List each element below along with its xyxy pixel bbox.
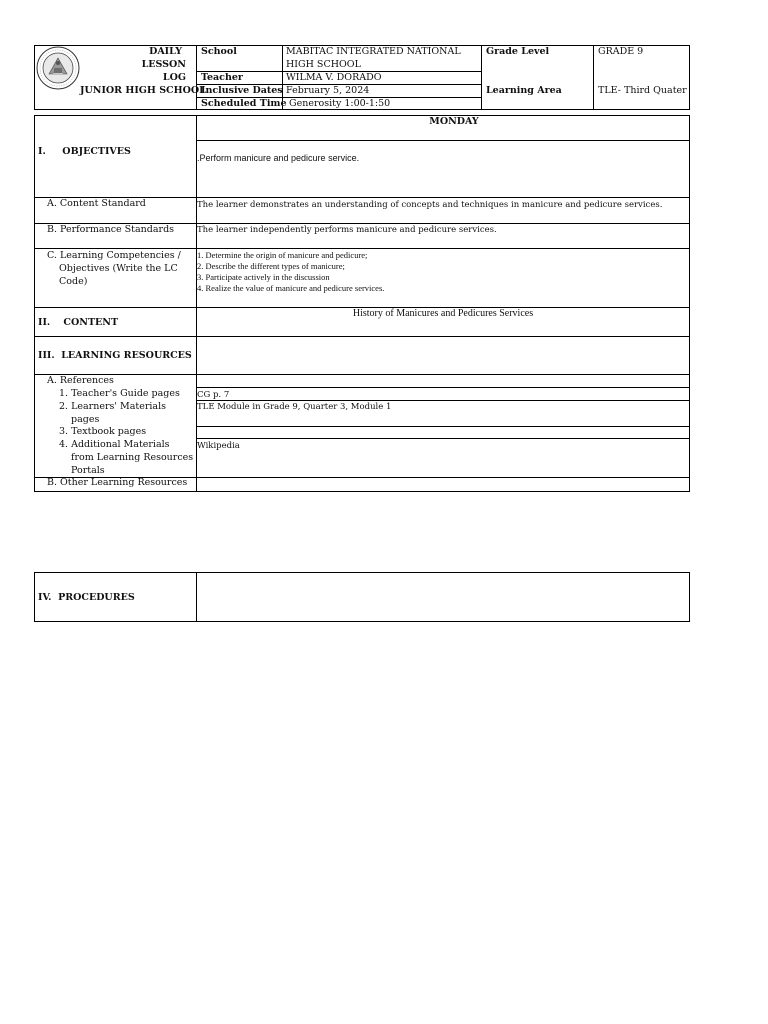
deped-seal-logo xyxy=(36,46,80,90)
textbook-label: 3. Textbook pages xyxy=(59,426,147,437)
header-divider xyxy=(481,45,482,110)
competencies-label-line3: Code) xyxy=(59,276,88,287)
learners-materials-label-line1: 2. Learners' Materials xyxy=(59,401,166,412)
header-divider xyxy=(196,45,197,110)
performance-standards-label: B. Performance Standards xyxy=(47,224,175,235)
competency-item: 4. Realize the value of manicure and pedicure services. xyxy=(197,283,385,293)
row-divider xyxy=(196,140,690,141)
title-daily: DAILY xyxy=(149,46,182,57)
additional-materials-label-line1: 4. Additional Materials xyxy=(59,439,170,450)
area-value: TLE- Third Quater xyxy=(598,85,687,96)
time-value: Generosity 1:00-1:50 xyxy=(289,98,391,109)
references-label: A. References xyxy=(47,375,114,386)
row-divider xyxy=(34,336,690,337)
day-heading: MONDAY xyxy=(429,116,479,127)
competency-item: 1. Determine the origin of manicure and pedicure; xyxy=(197,250,368,260)
grade-value: GRADE 9 xyxy=(598,46,644,57)
additional-materials-value: Wikipedia xyxy=(197,441,240,451)
area-label: Learning Area xyxy=(486,85,562,96)
competencies-label-line1: C. Learning Competencies / xyxy=(47,250,181,261)
school-value-line2: HIGH SCHOOL xyxy=(286,59,361,70)
teacher-value: WILMA V. DORADO xyxy=(286,72,382,83)
procedures-label: IV. PROCEDURES xyxy=(38,592,135,603)
content-standard-label: A. Content Standard xyxy=(47,198,146,209)
content-label: II. CONTENT xyxy=(38,317,119,328)
objectives-text: .Perform manicure and pedicure service. xyxy=(197,153,360,163)
row-divider xyxy=(196,426,690,427)
column-divider xyxy=(196,115,197,492)
school-label: School xyxy=(201,46,237,57)
learners-materials-value: TLE Module in Grade 9, Quarter 3, Module 1 xyxy=(197,402,392,412)
time-label: Scheduled Time xyxy=(201,98,287,109)
content-text: History of Manicures and Pedicures Services xyxy=(352,308,534,319)
title-log: LOG xyxy=(162,72,186,83)
learning-resources-label: III. LEARNING RESOURCES xyxy=(38,350,192,361)
additional-materials-label-line3: Portals xyxy=(71,465,105,476)
dates-value: February 5, 2024 xyxy=(286,85,370,96)
learners-materials-label-line2: pages xyxy=(71,414,100,425)
header-divider xyxy=(593,45,594,110)
school-value-line1: MABITAC INTEGRATED NATIONAL xyxy=(286,46,461,57)
row-divider xyxy=(196,387,690,388)
title-lesson: LESSON xyxy=(141,59,186,70)
competency-item: 2. Describe the different types of manicure; xyxy=(197,261,345,271)
dates-label: Inclusive Dates xyxy=(201,85,283,96)
competencies-label-line2: Objectives (Write the LC xyxy=(59,263,178,274)
row-divider xyxy=(34,248,690,249)
performance-standards-text: The learner independently performs manicure and pedicure services. xyxy=(197,225,497,235)
teachers-guide-label: 1. Teacher's Guide pages xyxy=(59,388,180,399)
teacher-label: Teacher xyxy=(201,72,243,83)
other-resources-label: B. Other Learning Resources xyxy=(47,477,188,488)
title-junior-high-school: JUNIOR HIGH SCHOOL xyxy=(80,85,206,96)
content-standard-text: The learner demonstrates an understanding of concepts and techniques in manicure and pedicure services. xyxy=(197,200,663,210)
competency-item: 3. Participate actively in the discussion xyxy=(197,272,330,282)
teachers-guide-value: CG p. 7 xyxy=(197,390,230,400)
row-divider xyxy=(34,374,690,375)
additional-materials-label-line2: from Learning Resources xyxy=(71,452,194,463)
column-divider xyxy=(196,572,197,622)
row-divider xyxy=(196,438,690,439)
objectives-label: I. OBJECTIVES xyxy=(38,146,131,157)
grade-label: Grade Level xyxy=(486,46,550,57)
